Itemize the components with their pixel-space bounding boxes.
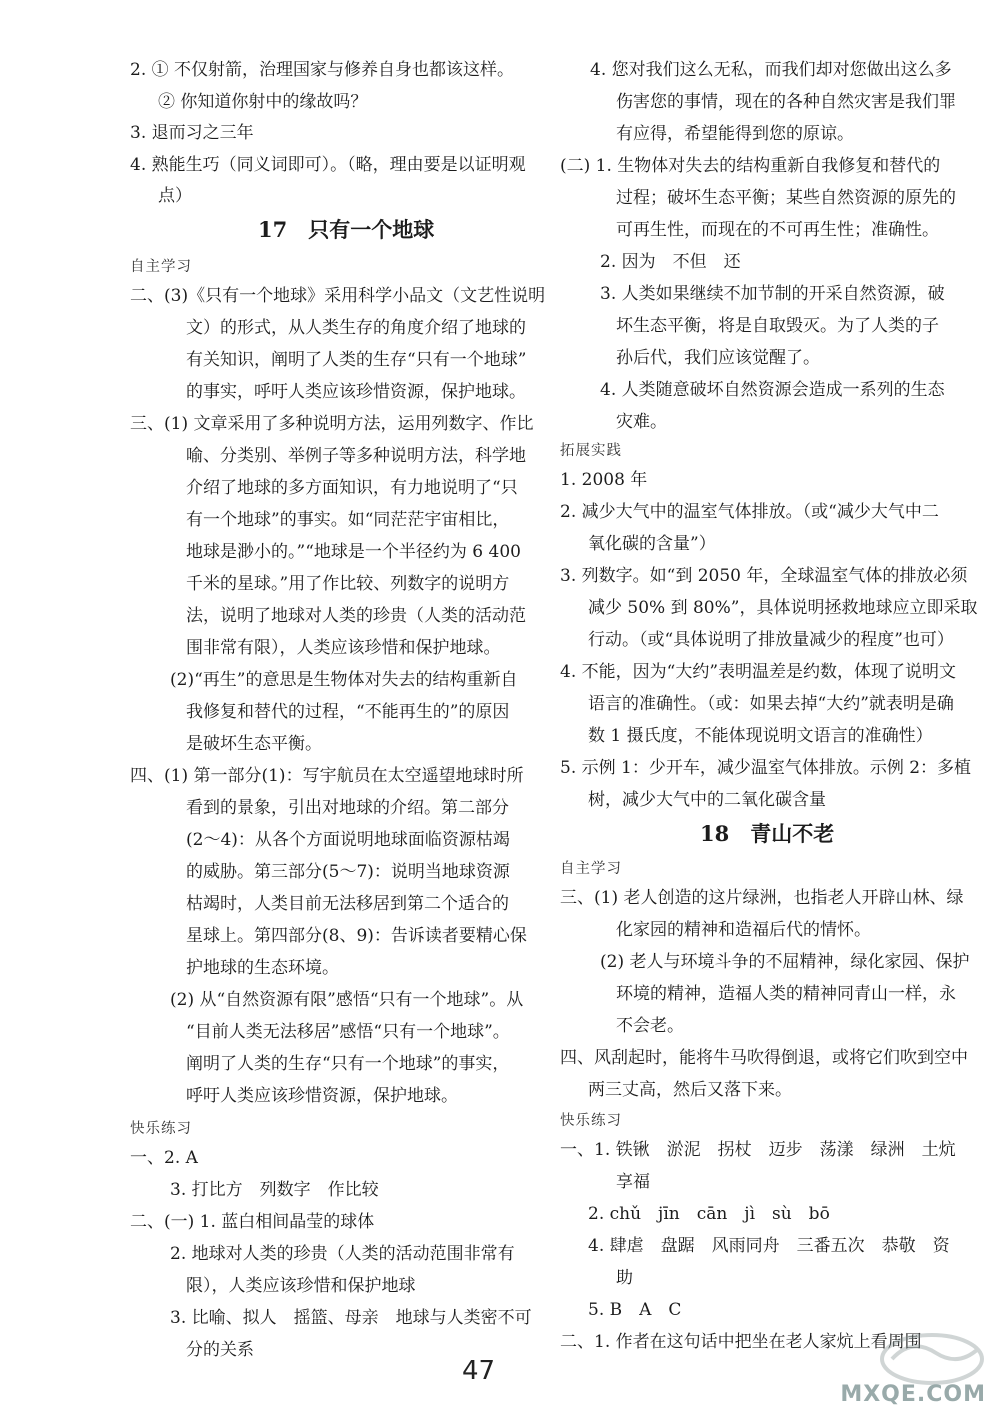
answer-line: 伤害您的事情，现在的各种自然灾害是我们罪: [616, 92, 956, 112]
answer-line: 三、(1) 文章采用了多种说明方法，运用列数字、作比: [130, 414, 534, 434]
answer-line: 行动。（或“具体说明了排放量减少的程度”也可）: [588, 630, 954, 650]
answer-line: 二、(3)《只有一个地球》采用科学小品文（文艺性说明: [130, 286, 546, 306]
answer-line: 有一个地球”的事实。如“同茫茫宇宙相比，: [186, 510, 510, 530]
answer-line: 4. 您对我们这么无私，而我们却对您做出这么多: [590, 60, 952, 80]
answer-line: 一、1. 铁锹 淤泥 拐杖 迈步 荡漾 绿洲 土炕: [560, 1140, 956, 1160]
answer-line: 千米的星球。”用了作比较、列数字的说明方: [186, 574, 510, 594]
answer-line: 3. 退而习之三年: [130, 123, 254, 143]
answer-line: 2. 地球对人类的珍贵（人类的活动范围非常有: [170, 1244, 515, 1264]
answer-line: 我修复和替代的过程，“不能再生的”的原因: [186, 702, 510, 722]
answer-line: 3. 打比方 列数字 作比较: [170, 1180, 379, 1200]
answer-line: 星球上。第四部分(8、9)：告诉读者要精心保: [186, 926, 527, 946]
answer-line: 是破坏生态平衡。: [186, 734, 322, 754]
answer-line: 三、(1) 老人创造的这片绿洲，也指老人开辟山林、绿: [560, 888, 964, 908]
answer-line: 枯竭时，人类目前无法移居到第二个适合的: [186, 894, 509, 914]
answer-line: 不会老。: [616, 1016, 684, 1036]
answer-line: 可再生性，而现在的不可再生性；准确性。: [616, 220, 939, 240]
answer-line: 助: [616, 1268, 633, 1288]
page-number: 47: [462, 1356, 496, 1386]
answer-line: 点）: [158, 186, 192, 206]
answer-line: (二) 1. 生物体对失去的结构重新自我修复和替代的: [560, 156, 941, 176]
answer-line: 4. 不能，因为“大约”表明温差是约数，体现了说明文: [560, 662, 957, 682]
section-heading: 拓展实践: [560, 443, 622, 459]
answer-line: 两三丈高，然后又落下来。: [588, 1080, 792, 1100]
answer-line: (2～4)：从各个方面说明地球面临资源枯竭: [186, 830, 510, 850]
answer-line: 呼吁人类应该珍惜资源，保护地球。: [186, 1086, 458, 1106]
answer-line: 坏生态平衡，将是自取毁灭。为了人类的子: [616, 316, 939, 336]
answer-line: 3. 比喻、拟人 摇篮、母亲 地球与人类密不可: [170, 1308, 532, 1328]
answer-line: 地球是渺小的。”“地球是一个半径约为 6 400: [186, 542, 521, 562]
section-heading: 快乐练习: [130, 1121, 192, 1137]
answer-line: “目前人类无法移居”感悟“只有一个地球”。: [186, 1022, 510, 1042]
answer-line: 二、1. 作者在这句话中把坐在老人家炕上看周围: [560, 1332, 922, 1352]
answer-line: 1. 2008 年: [560, 470, 648, 490]
answer-line: 化家园的精神和造福后代的情怀。: [616, 920, 871, 940]
answer-line: 四、风刮起时，能将牛马吹得倒退，或将它们吹到空中: [560, 1048, 968, 1068]
answer-line: 语言的准确性。（或：如果去掉“大约”就表明是确: [588, 694, 954, 714]
answer-line: 阐明了人类的生存“只有一个地球”的事实，: [186, 1054, 510, 1074]
answer-line: 法，说明了地球对人类的珍贵（人类的活动范: [186, 606, 526, 626]
section-title: 17 只有一个地球: [258, 217, 435, 242]
section-heading: 自主学习: [130, 259, 192, 275]
answer-line: 灾难。: [616, 412, 667, 432]
answer-line: 2. 减少大气中的温室气体排放。（或“减少大气中二: [560, 502, 939, 522]
answer-line: 数 1 摄氏度，不能体现说明文语言的准确性）: [588, 726, 933, 746]
answer-line: 四、(1) 第一部分(1)：写宇航员在太空遥望地球时所: [130, 766, 524, 786]
answer-line: (2)“再生”的意思是生物体对失去的结构重新自: [170, 670, 518, 690]
answer-line: 2. chǔ jīn cān jì sù bō: [588, 1204, 830, 1224]
answer-line: 的事实，呼吁人类应该珍惜资源，保护地球。: [186, 382, 526, 402]
answer-line: 有关知识，阐明了人类的生存“只有一个地球”: [186, 350, 527, 370]
answer-line: 4. 肆虐 盘踞 风雨同舟 三番五次 恭敬 资: [588, 1236, 950, 1256]
answer-line: 看到的景象，引出对地球的介绍。第二部分: [186, 798, 509, 818]
section-title: 18 青山不老: [700, 821, 835, 846]
answer-line: 限），人类应该珍惜和保护地球: [186, 1276, 416, 1296]
answer-line: 二、(一) 1. 蓝白相间晶莹的球体: [130, 1212, 375, 1232]
answer-line: 文）的形式，从人类生存的角度介绍了地球的: [186, 318, 526, 338]
answer-line: 树，减少大气中的二氧化碳含量: [588, 790, 826, 810]
answer-line: 2. ① 不仅射箭，治理国家与修养自身也都该这样。: [130, 60, 515, 80]
answer-line: 减少 50% 到 80%”，具体说明拯救地球应立即采取: [588, 598, 978, 618]
answer-line: 孙后代，我们应该觉醒了。: [616, 348, 820, 368]
answer-line: 氧化碳的含量”）: [588, 534, 716, 554]
answer-line: (2) 老人与环境斗争的不屈精神，绿化家园、保护: [600, 952, 970, 972]
answer-line: 喻、分类别、举例子等多种说明方法，科学地: [186, 446, 526, 466]
section-heading: 自主学习: [560, 861, 622, 877]
answer-line: 环境的精神，造福人类的精神同青山一样，永: [616, 984, 956, 1004]
answer-line: 围非常有限），人类应该珍惜和保护地球。: [186, 638, 501, 658]
answer-line: 4. 人类随意破坏自然资源会造成一系列的生态: [600, 380, 945, 400]
answer-line: 过程；破坏生态平衡；某些自然资源的原先的: [616, 188, 956, 208]
answer-line: 有应得，希望能得到您的原谅。: [616, 124, 854, 144]
answer-line: 介绍了地球的多方面知识，有力地说明了“只: [186, 478, 518, 498]
answer-line: 享福: [616, 1172, 650, 1192]
answer-line: 5. B A C: [588, 1300, 682, 1320]
answer-line: 2. 因为 不但 还: [600, 252, 741, 272]
answer-line: 5. 示例 1：少开车，减少温室气体排放。示例 2：多植: [560, 758, 972, 778]
answer-line: 3. 人类如果继续不加节制的开采自然资源，破: [600, 284, 945, 304]
answer-line: 一、2. A: [130, 1148, 198, 1168]
answer-line: 3. 列数字。如“到 2050 年，全球温室气体的排放必须: [560, 566, 968, 586]
watermark-text: MXQE.COM: [840, 1382, 986, 1407]
answer-line: 的威胁。第三部分(5～7)：说明当地球资源: [186, 862, 510, 882]
answer-line: 4. 熟能生巧（同义词即可）。（略，理由要是以证明观: [130, 155, 526, 175]
answer-line: 分的关系: [186, 1340, 254, 1360]
answer-line: ② 你知道你射中的缘故吗？: [158, 92, 368, 112]
answer-line: 护地球的生态环境。: [186, 958, 339, 978]
section-heading: 快乐练习: [560, 1113, 622, 1129]
answer-line: (2) 从“自然资源有限”感悟“只有一个地球”。从: [170, 990, 524, 1010]
